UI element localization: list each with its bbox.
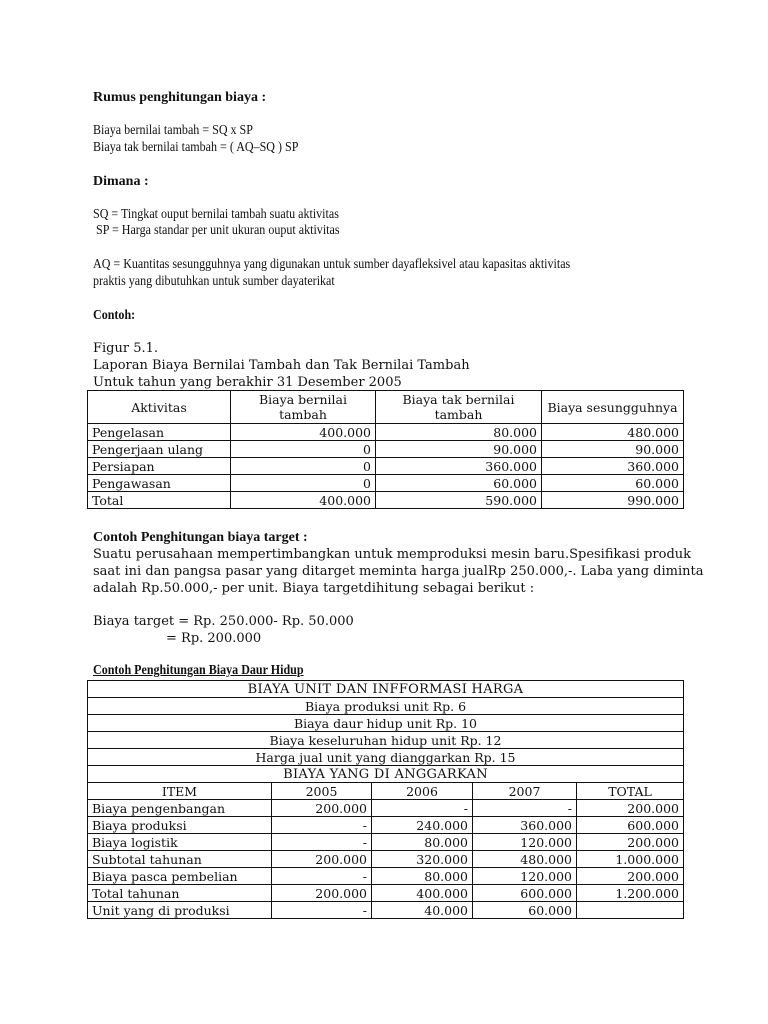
cell-value: 200.000	[272, 885, 372, 902]
table-header-row	[88, 783, 684, 800]
header-non-value-added: Biaya tak bernilai tambah	[376, 391, 542, 424]
cell-item: Biaya produksi	[88, 817, 272, 834]
lifecycle-cost-table	[87, 680, 684, 919]
cell-value: 60.000	[473, 902, 577, 919]
cell-value: 120.000	[473, 834, 577, 851]
info-cell: Biaya daur hidup unit Rp. 10	[88, 715, 684, 732]
where-aq-line-2: praktis yang dibutuhkan untuk sumber dayaterikat	[93, 274, 335, 289]
unit-info-banner: BIAYA UNIT DAN INFFORMASI HARGA	[88, 681, 684, 698]
cell-value: 0	[231, 458, 376, 475]
cell-value: 1.000.000	[577, 851, 684, 868]
table-row	[88, 458, 684, 475]
header-2005: 2005	[272, 783, 372, 800]
table-header-row	[88, 391, 684, 424]
cell-value: 80.000	[372, 868, 473, 885]
cell-value: 360.000	[542, 458, 684, 475]
cell-value: 40.000	[372, 902, 473, 919]
target-calc-line-2: = Rp. 200.000	[166, 631, 262, 646]
header-actual-cost: Biaya sesungguhnya	[542, 391, 684, 424]
table-row	[88, 851, 684, 868]
banner-row	[88, 681, 684, 698]
formula-line-1: Biaya bernilai tambah = SQ x SP	[93, 123, 253, 138]
target-paragraph-line-2: saat ini dan pangsa pasar yang ditarget meminta harga jualRp 250.000,-. Laba yang diminta	[93, 564, 704, 579]
table-row	[88, 868, 684, 885]
where-heading: Dimana :	[93, 174, 149, 189]
cell-value: -	[272, 817, 372, 834]
info-row	[88, 732, 684, 749]
cell-value: 400.000	[231, 492, 376, 509]
cell-value: 320.000	[372, 851, 473, 868]
cell-item: Biaya pasca pembelian	[88, 868, 272, 885]
cell-value: -	[272, 902, 372, 919]
cell-value: 1.200.000	[577, 885, 684, 902]
cell-value: 90.000	[376, 441, 542, 458]
cell-activity: Pengawasan	[88, 475, 231, 492]
budget-banner: BIAYA YANG DI ANGGARKAN	[88, 766, 684, 783]
cell-value: 400.000	[231, 424, 376, 441]
report-period: Untuk tahun yang berakhir 31 Desember 2005	[93, 375, 402, 390]
cell-value: 240.000	[372, 817, 473, 834]
cell-value: 360.000	[376, 458, 542, 475]
cell-value: 480.000	[542, 424, 684, 441]
formula-line-2: Biaya tak bernilai tambah = ( AQ–SQ ) SP	[93, 140, 299, 155]
cell-value: 0	[231, 475, 376, 492]
cell-value: 200.000	[577, 800, 684, 817]
info-row	[88, 749, 684, 766]
where-sq: SQ = Tingkat ouput bernilai tambah suatu aktivitas	[93, 207, 339, 222]
lifecycle-heading: Contoh Penghitungan Biaya Daur Hidup	[93, 663, 304, 678]
cell-activity: Total	[88, 492, 231, 509]
info-cell: Harga jual unit yang dianggarkan Rp. 15	[88, 749, 684, 766]
cell-item: Subtotal tahunan	[88, 851, 272, 868]
cell-value: 600.000	[473, 885, 577, 902]
table-row	[88, 424, 684, 441]
cell-value: 600.000	[577, 817, 684, 834]
cell-value: 590.000	[376, 492, 542, 509]
cell-item: Unit yang di produksi	[88, 902, 272, 919]
formula-heading: Rumus penghitungan biaya :	[93, 90, 267, 105]
cell-value: -	[272, 868, 372, 885]
cell-value: 200.000	[272, 800, 372, 817]
cell-item: Biaya logistik	[88, 834, 272, 851]
cell-value: -	[372, 800, 473, 817]
where-sp: SP = Harga standar per unit ukuran ouput aktivitas	[93, 223, 340, 238]
target-paragraph-line-1: Suatu perusahaan mempertimbangkan untuk memproduksi mesin baru.Spesifikasi produk	[93, 547, 692, 562]
report-title: Laporan Biaya Bernilai Tambah dan Tak Bernilai Tambah	[93, 358, 470, 373]
table-row	[88, 885, 684, 902]
info-cell: Biaya produksi unit Rp. 6	[88, 698, 684, 715]
table-row	[88, 800, 684, 817]
cell-activity: Pengelasan	[88, 424, 231, 441]
cell-item: Total tahunan	[88, 885, 272, 902]
where-aq-line-1: AQ = Kuantitas sesungguhnya yang digunakan untuk sumber dayafleksivel atau kapasitas aktivitas	[93, 257, 571, 272]
value-added-cost-table	[87, 390, 684, 509]
cell-value: 60.000	[376, 475, 542, 492]
header-2007: 2007	[473, 783, 577, 800]
cell-value: 90.000	[542, 441, 684, 458]
header-activity: Aktivitas	[88, 391, 231, 424]
cell-value: 480.000	[473, 851, 577, 868]
cell-value: 200.000	[272, 851, 372, 868]
example-heading: Contoh:	[93, 308, 136, 323]
cell-activity: Pengerjaan ulang	[88, 441, 231, 458]
cell-value: 200.000	[577, 834, 684, 851]
target-heading: Contoh Penghitungan biaya target :	[93, 530, 308, 545]
info-row	[88, 698, 684, 715]
header-item: ITEM	[88, 783, 272, 800]
cell-value: 400.000	[372, 885, 473, 902]
info-cell: Biaya keseluruhan hidup unit Rp. 12	[88, 732, 684, 749]
cell-value: 0	[231, 441, 376, 458]
header-total: TOTAL	[577, 783, 684, 800]
cell-value: 120.000	[473, 868, 577, 885]
header-2006: 2006	[372, 783, 473, 800]
figure-label: Figur 5.1.	[93, 341, 159, 356]
cell-item: Biaya pengenbangan	[88, 800, 272, 817]
target-paragraph-line-3: adalah Rp.50.000,- per unit. Biaya targetdihitung sebagai berikut :	[93, 581, 535, 596]
table-row	[88, 834, 684, 851]
cell-value: -	[272, 834, 372, 851]
banner-row	[88, 766, 684, 783]
cell-value	[577, 902, 684, 919]
cell-value: 80.000	[372, 834, 473, 851]
cell-value: 60.000	[542, 475, 684, 492]
header-value-added: Biaya bernilai tambah	[231, 391, 376, 424]
target-calc-line-1: Biaya target = Rp. 250.000- Rp. 50.000	[93, 614, 354, 629]
table-row	[88, 902, 684, 919]
cell-value: 990.000	[542, 492, 684, 509]
cell-activity: Persiapan	[88, 458, 231, 475]
info-row	[88, 715, 684, 732]
cell-value: -	[473, 800, 577, 817]
table-row	[88, 817, 684, 834]
cell-value: 200.000	[577, 868, 684, 885]
cell-value: 360.000	[473, 817, 577, 834]
table-row	[88, 475, 684, 492]
cell-value: 80.000	[376, 424, 542, 441]
table-total-row	[88, 492, 684, 509]
table-row	[88, 441, 684, 458]
